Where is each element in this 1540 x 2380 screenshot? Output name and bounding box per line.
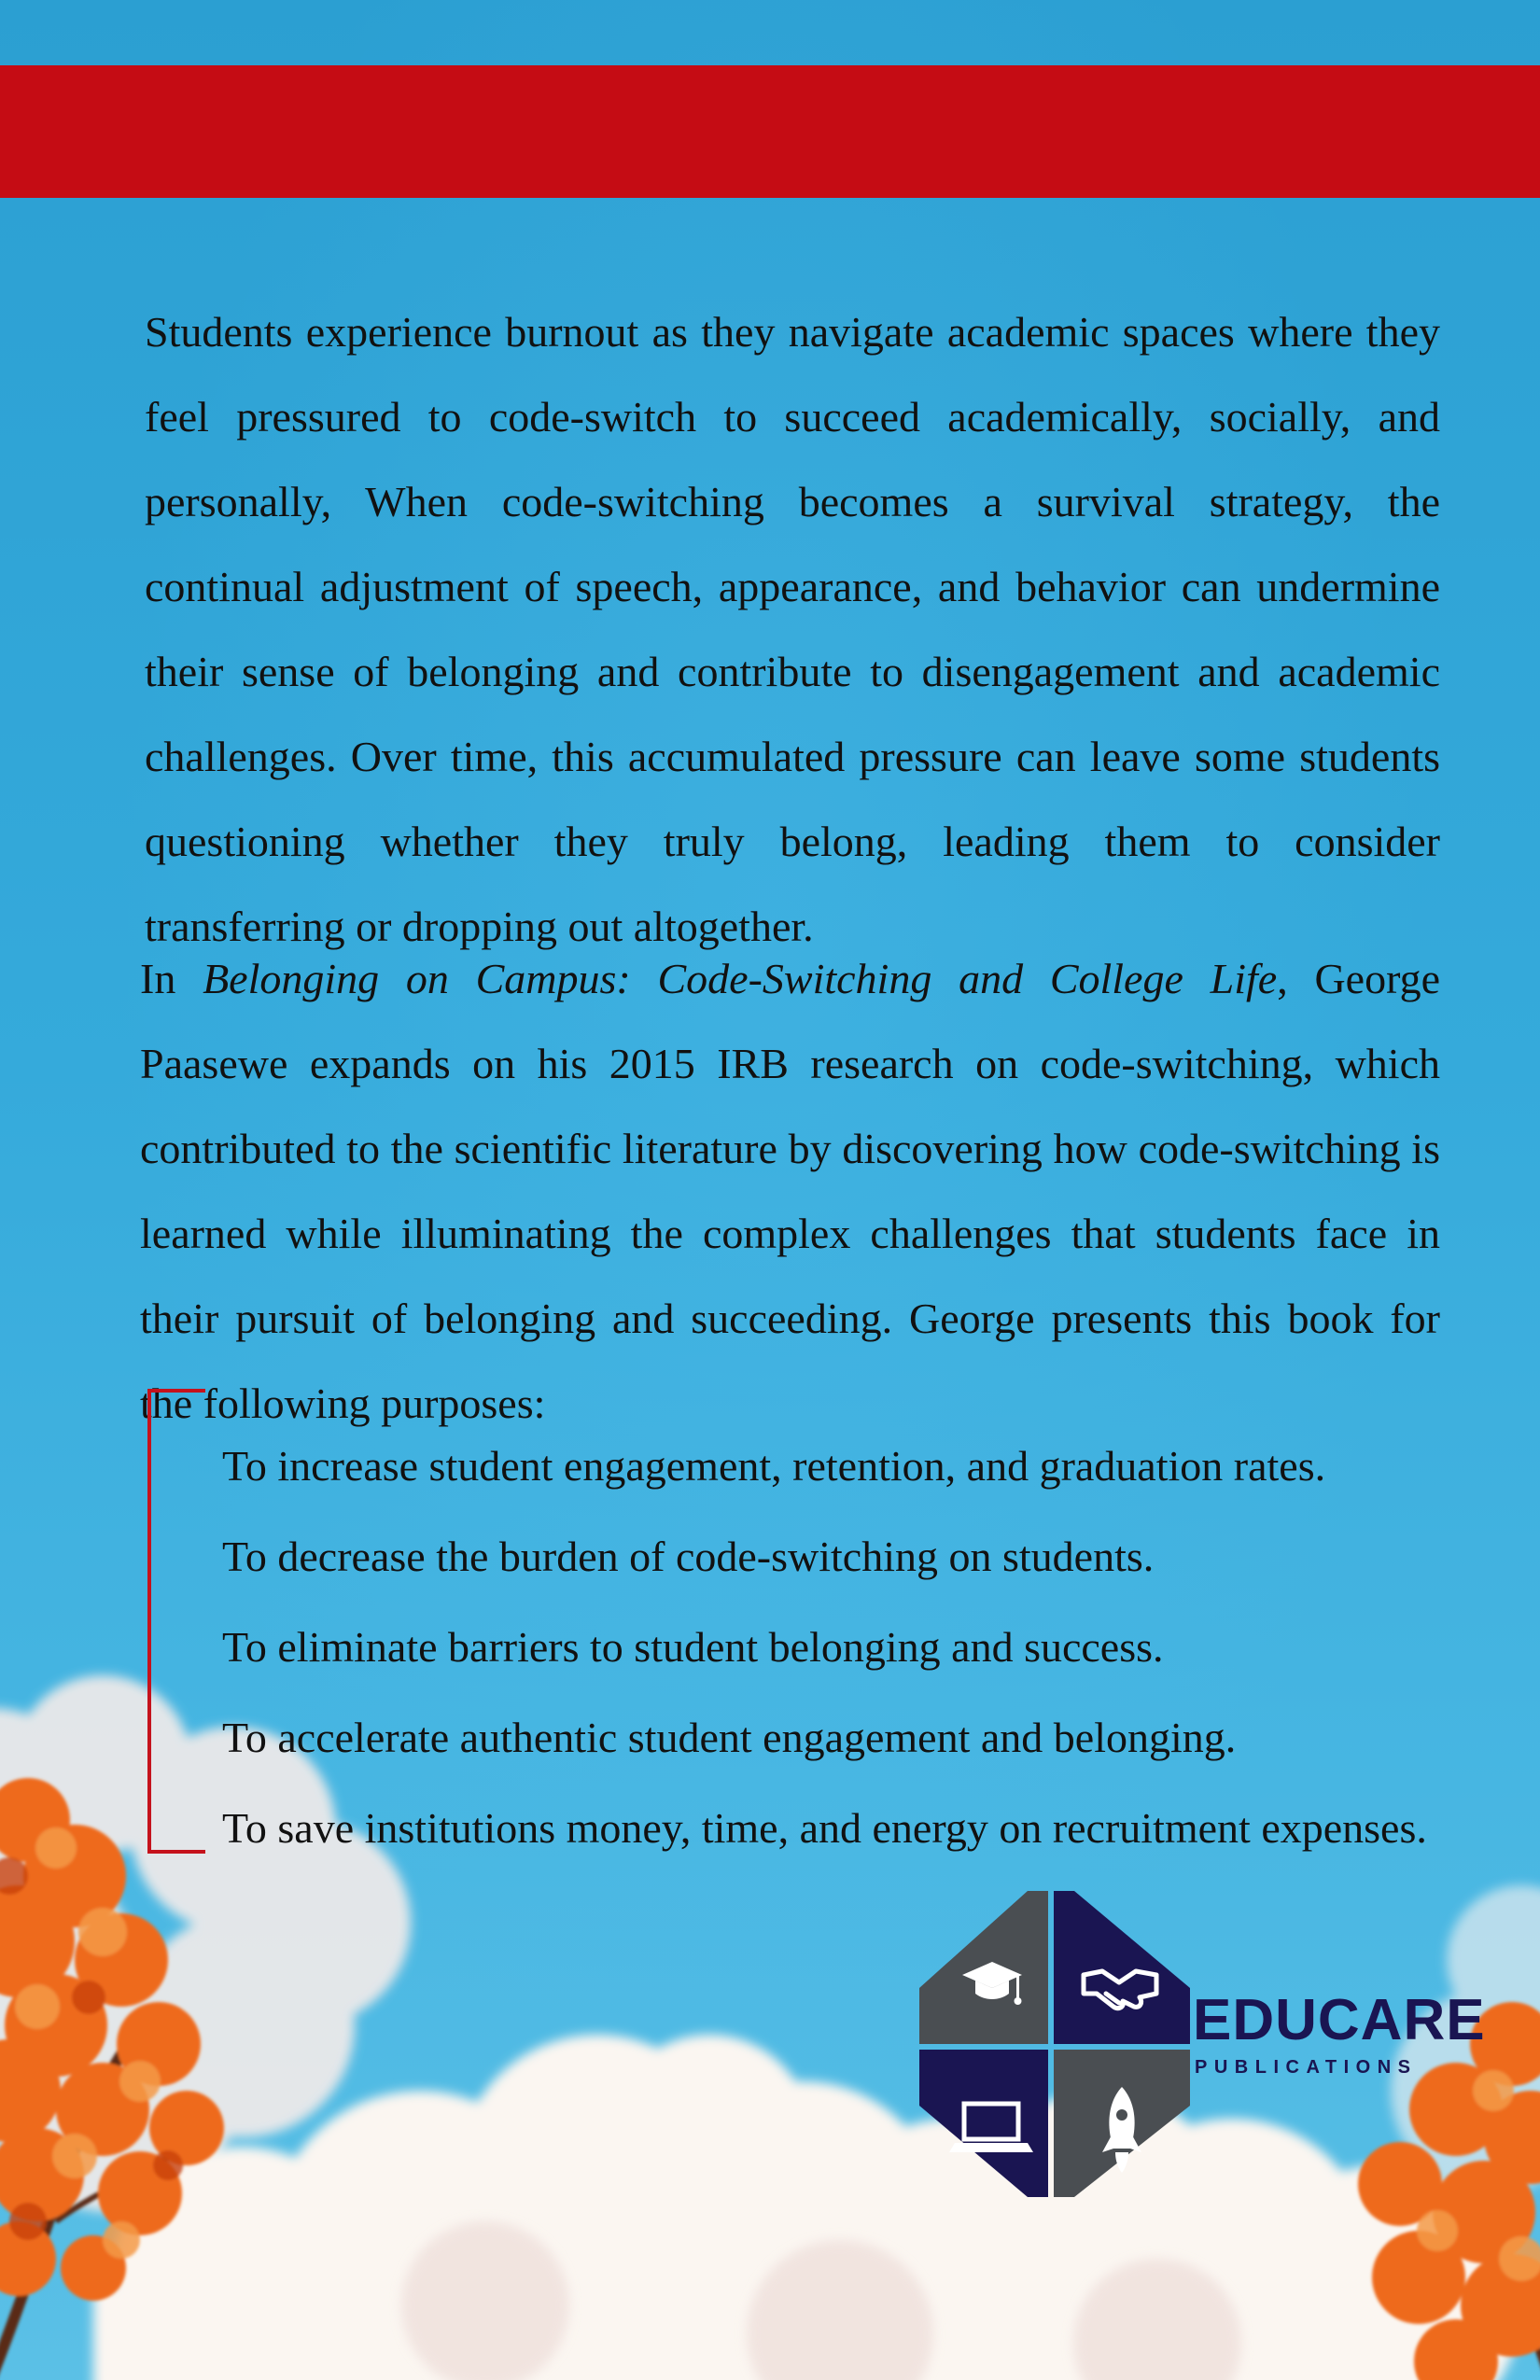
purpose-item: To eliminate barriers to student belonging and success. xyxy=(222,1623,1164,1671)
summary-lead: In xyxy=(140,955,203,1002)
purpose-item: To decrease the burden of code-switching on students. xyxy=(222,1533,1155,1580)
book-title: Belonging on Campus: Code-Switching and College Life xyxy=(203,955,1278,1002)
purpose-item: To accelerate authentic student engagement and belonging. xyxy=(222,1714,1237,1761)
purpose-bracket xyxy=(147,1389,205,1854)
purpose-item: To increase student engagement, retention, and graduation rates. xyxy=(222,1442,1326,1490)
publisher-name: EDUCARE xyxy=(1193,1988,1486,2052)
publisher-subtitle: PUBLICATIONS xyxy=(1195,2057,1418,2078)
intro-paragraph: Students experience burnout as they navigate academic spaces where they feel pressured to code-switch to succeed academically, socially, and personally, When code-switching becomes a survival strategy, the continual adjustment of speech, appearance, and behavior can undermine their sense of belonging and contribute to disengagement and academic challenges. Over time, this accumulated pressure can leave some students questioning whether they truly belong, leading them to consider transferring or dropping out altogether. xyxy=(145,308,1440,950)
purpose-item: To save institutions money, time, and energy on recruitment expenses. xyxy=(222,1804,1427,1852)
purpose-list xyxy=(222,1421,1427,1873)
publisher-logo xyxy=(919,1885,1190,2203)
book-summary-paragraph xyxy=(140,936,1440,1446)
summary-body: , George Paasewe expands on his 2015 IRB research on code-switching, which contributed to the scientific literature by discovering how code-switching is learned while illuminating the complex challenges that students face in their pursuit of belonging and succeeding. George presents this book for the following purposes: xyxy=(140,955,1440,1427)
